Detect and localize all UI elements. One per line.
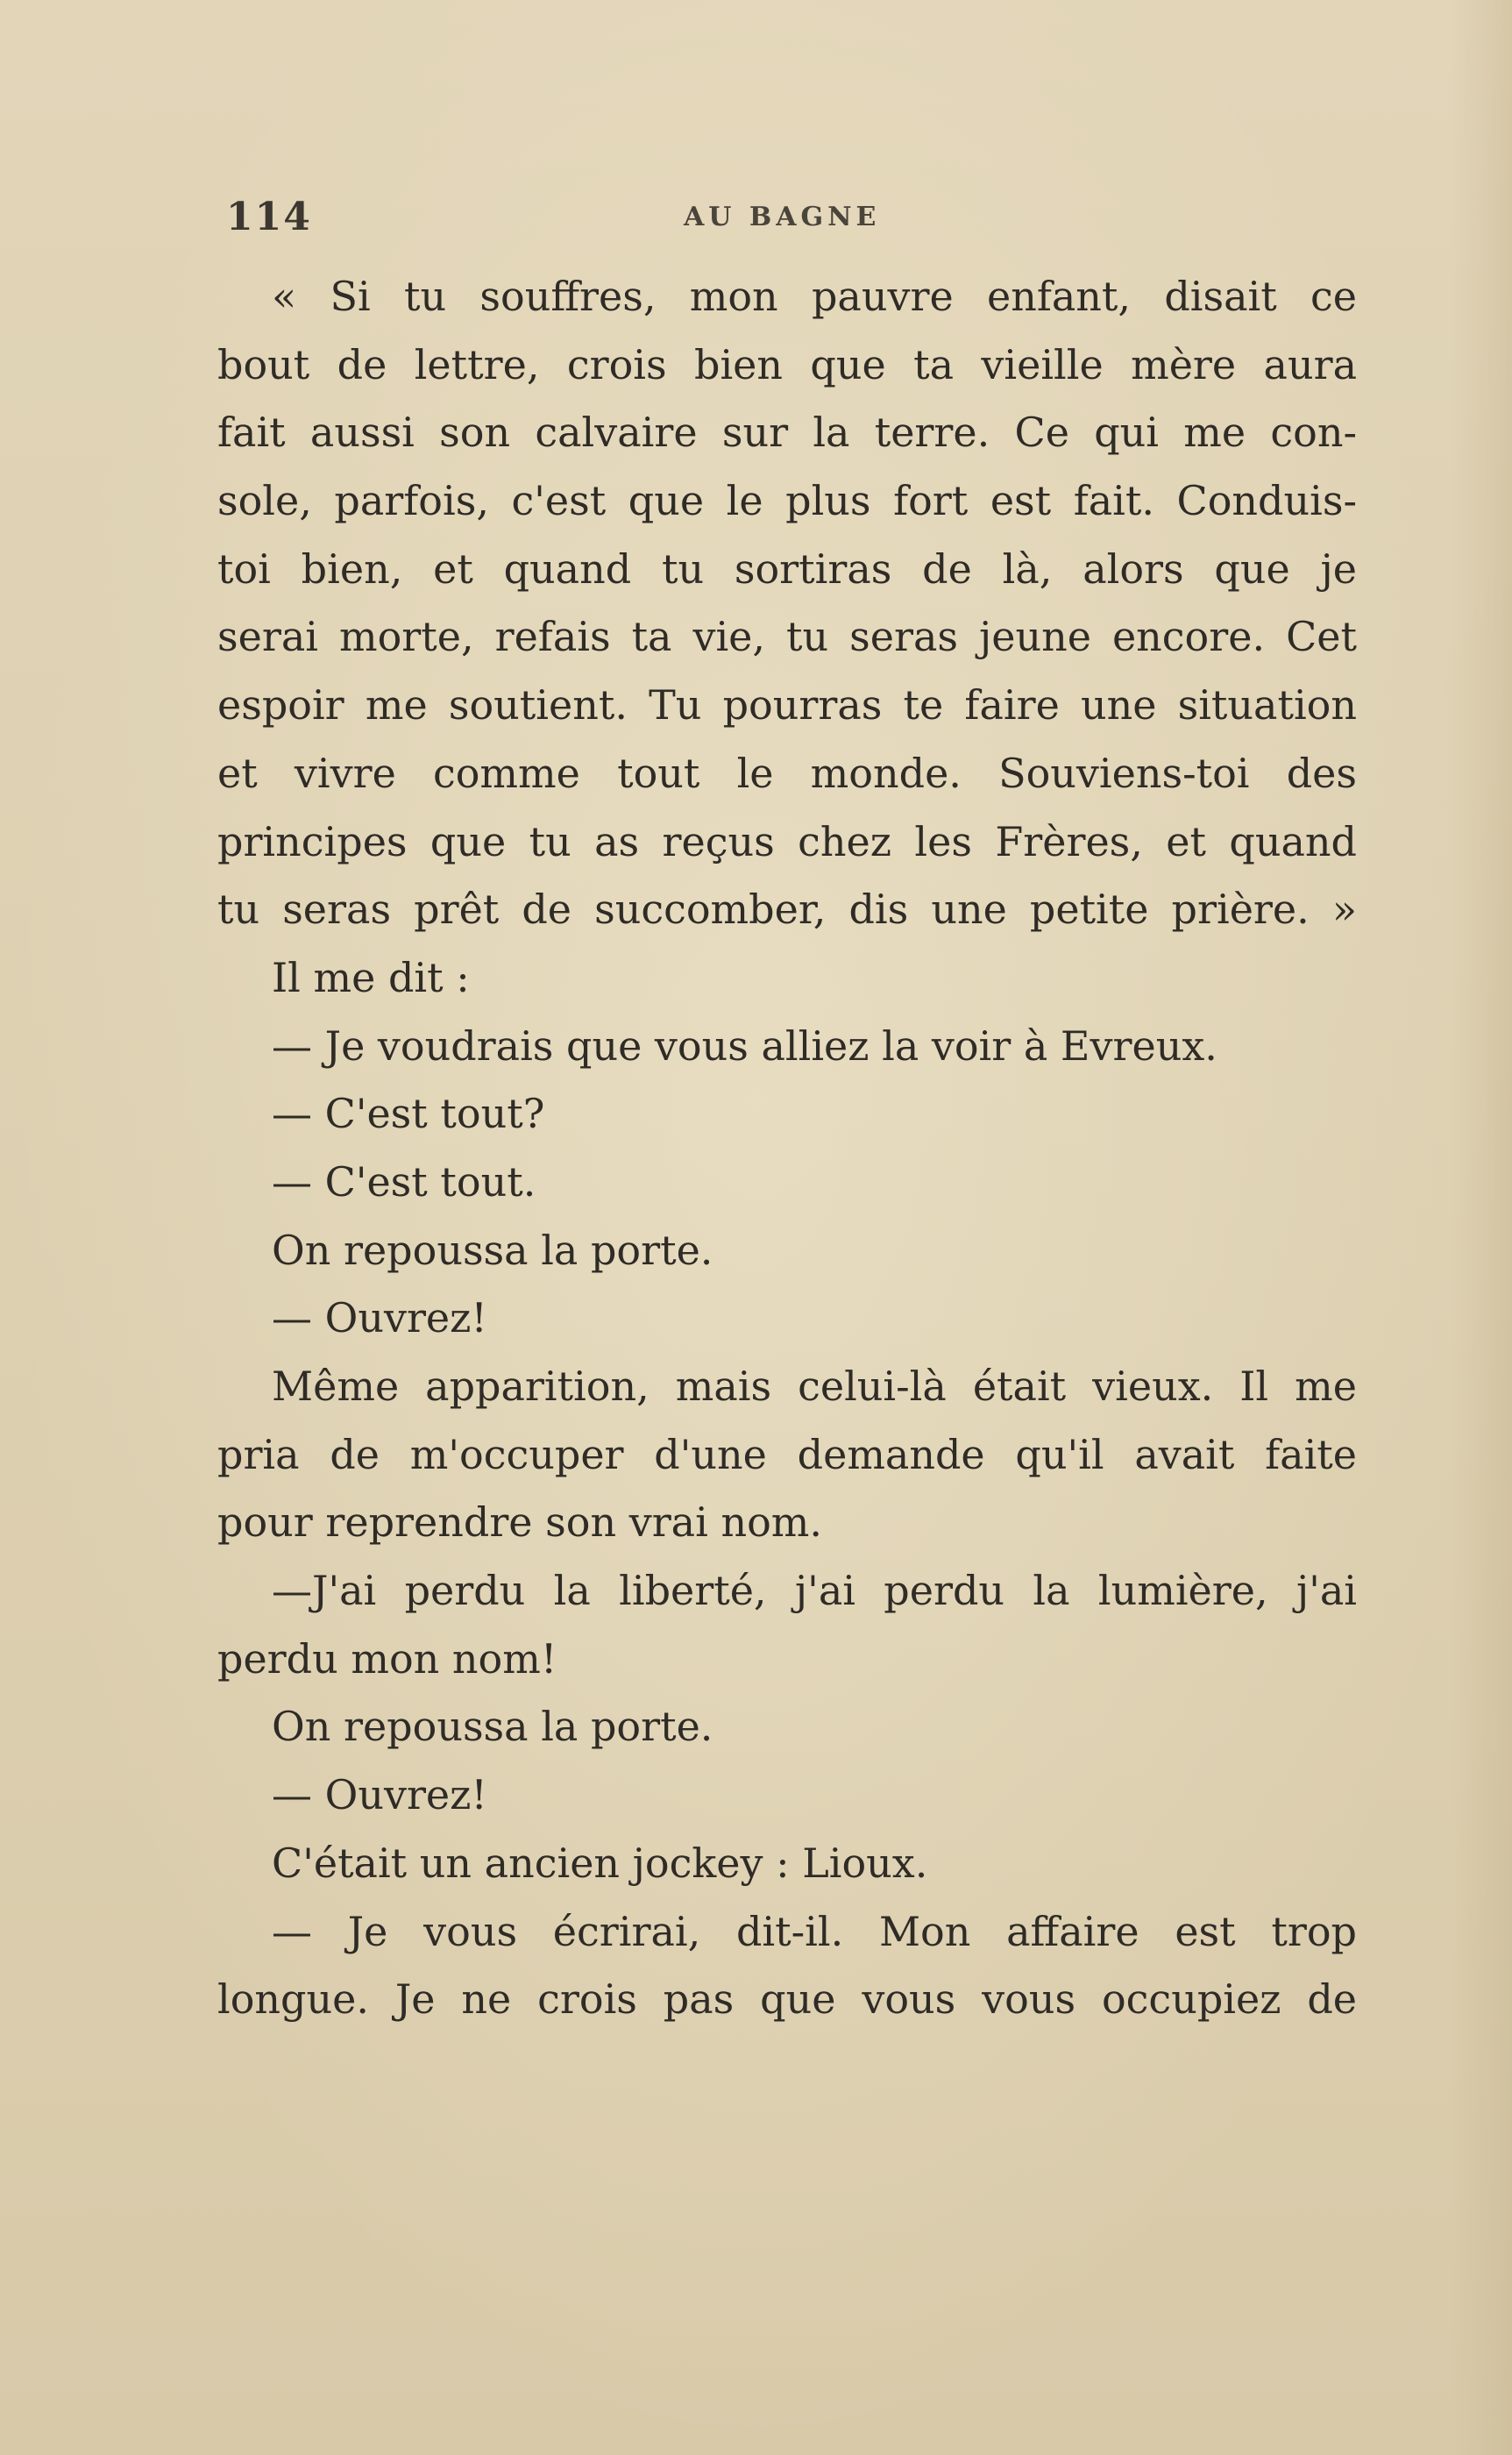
text-line: sole, parfois, c'est que le plus fort est fait. Conduis- xyxy=(217,477,1357,525)
text-line: « Si tu souffres, mon pauvre enfant, disait ce xyxy=(272,273,1357,320)
page-number: 114 xyxy=(226,195,312,239)
body-text xyxy=(217,263,1357,2034)
text-line: — Je vous écrirai, dit-il. Mon affaire est trop xyxy=(272,1907,1357,1955)
text-line: On repoussa la porte. xyxy=(272,1226,713,1274)
text-line: bout de lettre, crois bien que ta vieille mère aura xyxy=(217,340,1357,388)
text-line: espoir me soutient. Tu pourras te faire une situation xyxy=(217,681,1357,729)
text-line: — Ouvrez! xyxy=(272,1771,487,1819)
text-line: pour reprendre son vrai nom. xyxy=(217,1498,822,1547)
text-line: longue. Je ne crois pas que vous vous occupiez de xyxy=(217,1975,1357,2024)
text-line: — C'est tout. xyxy=(272,1157,536,1206)
text-line: — Je voudrais que vous alliez la voir à Evreux. xyxy=(272,1021,1217,1070)
running-head: AU BAGNE xyxy=(684,202,881,232)
text-line: pria de m'occuper d'une demande qu'il avait faite xyxy=(217,1430,1357,1478)
text-line: toi bien, et quand tu sortiras de là, alors que je xyxy=(217,544,1357,593)
text-line: fait aussi son calvaire sur la terre. Ce qui me con- xyxy=(217,409,1357,457)
text-line: serai morte, refais ta vie, tu seras jeune encore. Cet xyxy=(217,613,1357,661)
text-line: et vivre comme tout le monde. Souviens-toi des xyxy=(217,749,1357,797)
page-header xyxy=(219,195,1359,247)
text-line: —J'ai perdu la liberté, j'ai perdu la lumière, j'ai xyxy=(272,1567,1357,1615)
text-line: — Ouvrez! xyxy=(272,1294,487,1342)
text-line: — C'est tout? xyxy=(272,1090,545,1138)
text-line: Il me dit : xyxy=(272,953,470,1001)
text-line: C'était un ancien jockey : Lioux. xyxy=(272,1839,928,1887)
page-edge-shadow xyxy=(1451,0,1512,2455)
text-line: tu seras prêt de succomber, dis une petite prière. » xyxy=(217,886,1357,934)
text-line: principes que tu as reçus chez les Frères, et quand xyxy=(217,817,1357,865)
text-line: On repoussa la porte. xyxy=(272,1703,713,1751)
text-line: Même apparition, mais celui-là était vieux. Il me xyxy=(272,1363,1357,1410)
text-line: perdu mon nom! xyxy=(217,1634,557,1683)
